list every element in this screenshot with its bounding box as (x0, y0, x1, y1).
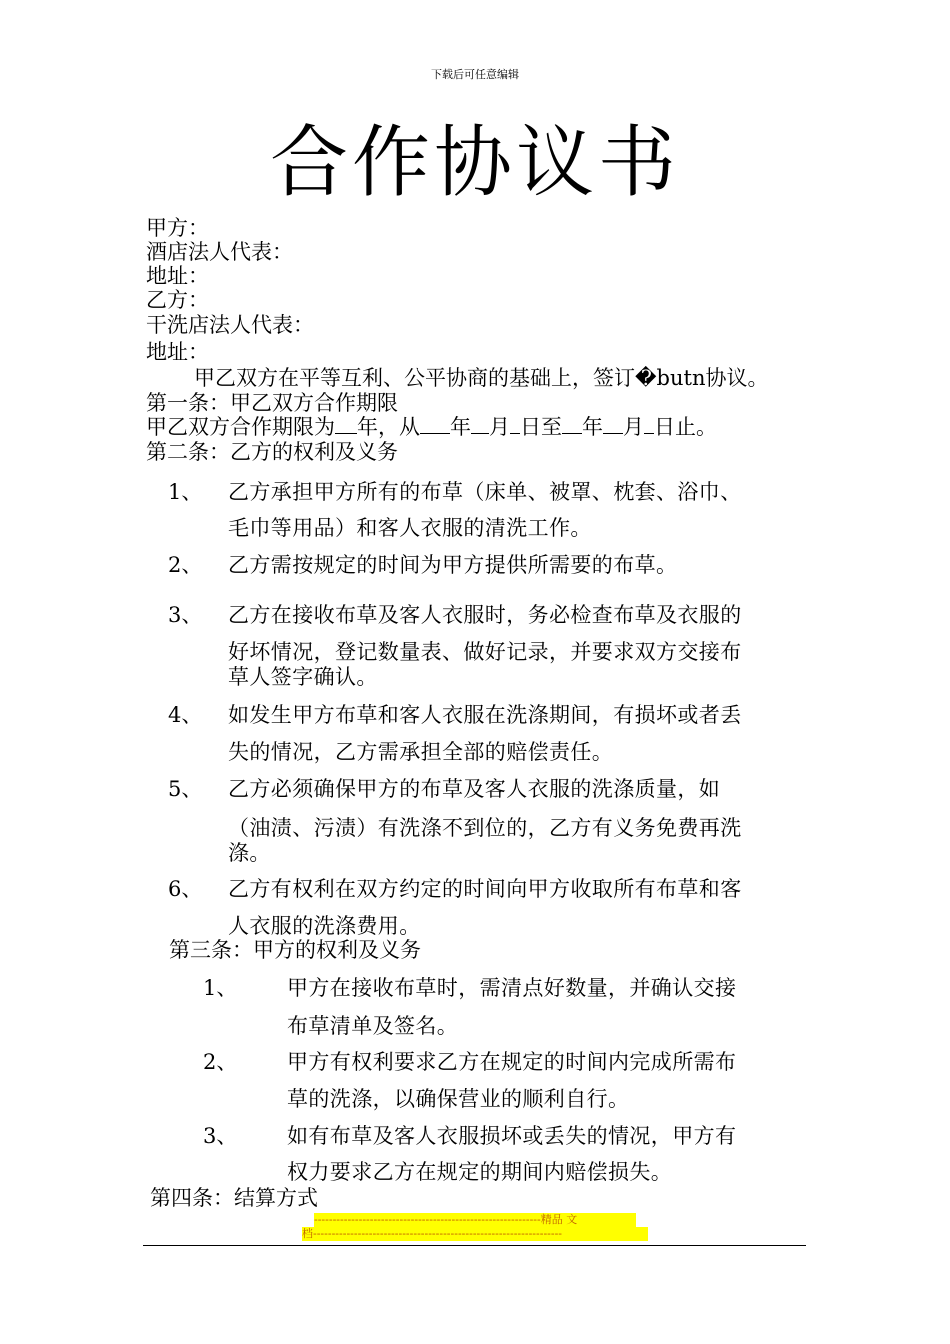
party-a-address-label: 地址： (146, 264, 209, 288)
period-text: 月 (623, 415, 644, 439)
list-item-line: 乙方有权利在双方约定的时间向甲方收取所有布草和客 (228, 877, 742, 901)
list-item-line: 乙方在接收布草及客人衣服时，务必检查布草及衣服的 (228, 603, 742, 627)
footer-watermark-line-1: -------------------------------------------------------------精品 文 (314, 1213, 636, 1227)
party-a-representative-label: 酒店法人代表： (146, 240, 293, 264)
list-item-line: 毛巾等用品）和客人衣服的清洗工作。 (228, 516, 592, 540)
period-text: 年 (450, 415, 471, 439)
list-item-line: 如有布草及客人衣服损坏或丢失的情况，甲方有 (287, 1124, 737, 1148)
list-item-line: 好坏情况，登记数量表、做好记录，并要求双方交接布 (228, 640, 742, 664)
list-item-number: 1、 (168, 480, 203, 504)
period-text: 年 (582, 415, 603, 439)
period-text: 日至 (520, 415, 562, 439)
period-blank (603, 415, 623, 434)
list-item-line: 乙方必须确保甲方的布草及客人衣服的洗涤质量，如 (228, 777, 721, 801)
document-title: 合作协议书 (269, 118, 680, 208)
list-item-line: 如发生甲方布草和客人衣服在洗涤期间，有损坏或者丢 (228, 703, 742, 727)
list-item-line: 布草清单及签名。 (287, 1014, 459, 1038)
list-item-number: 6、 (168, 877, 203, 901)
period-blank (644, 415, 654, 434)
list-item-line: 权力要求乙方在规定的期间内赔偿损失。 (287, 1160, 673, 1184)
list-item-number: 2、 (168, 553, 203, 577)
cooperation-period (146, 415, 717, 439)
period-text: 月 (489, 415, 510, 439)
list-item-line: 失的情况，乙方需承担全部的赔偿责任。 (228, 740, 614, 764)
list-item-line: 甲方有权利要求乙方在规定的时间内完成所需布 (287, 1050, 737, 1074)
period-blank (335, 415, 357, 434)
party-a-label: 甲方： (146, 216, 209, 240)
article-3-heading: 第三条：甲方的权利及义务 (169, 938, 421, 962)
party-b-address-label: 地址： (146, 340, 209, 364)
list-item-line: 甲方在接收布草时，需清点好数量，并确认交接 (287, 976, 737, 1000)
list-item-number: 3、 (203, 1124, 238, 1148)
article-1-heading: 第一条：甲乙双方合作期限 (146, 391, 398, 415)
footer-watermark-line-2: 档------------------------------------------------------------------- (302, 1227, 648, 1241)
party-b-representative-label: 干洗店法人代表： (146, 313, 314, 337)
list-item-number: 2、 (203, 1050, 238, 1074)
article-2-heading: 第二条：乙方的权利及义务 (146, 440, 398, 464)
period-text: 年，从 (357, 415, 420, 439)
period-blank (420, 415, 450, 434)
period-text: 日止。 (654, 415, 717, 439)
footer-divider (143, 1245, 806, 1246)
list-item-line: 人衣服的洗涤费用。 (228, 914, 421, 938)
article-4-heading: 第四条：结算方式 (150, 1186, 318, 1210)
party-b-label: 乙方： (146, 288, 209, 312)
period-blank (471, 415, 489, 434)
list-item-line: 涤。 (228, 841, 271, 865)
list-item-number: 1、 (203, 976, 238, 1000)
period-blank (510, 415, 520, 434)
page-header: 下载后可任意编辑 (431, 68, 519, 81)
list-item-line: （油渍、污渍）有洗涤不到位的，乙方有义务免费再洗 (228, 816, 742, 840)
list-item-number: 3、 (168, 603, 203, 627)
list-item-number: 4、 (168, 703, 203, 727)
intro-paragraph: 甲乙双方在平等互利、公平协商的基础上，签订�butn协议。 (194, 366, 769, 390)
list-item-line: 草的洗涤，以确保营业的顺利自行。 (287, 1087, 630, 1111)
list-item-line: 乙方需按规定的时间为甲方提供所需要的布草。 (228, 553, 678, 577)
list-item-line: 乙方承担甲方所有的布草（床单、被罩、枕套、浴巾、 (228, 480, 742, 504)
list-item-line: 草人签字确认。 (228, 665, 378, 689)
period-blank (562, 415, 582, 434)
list-item-number: 5、 (168, 777, 203, 801)
period-text: 甲乙双方合作期限为 (146, 415, 335, 439)
